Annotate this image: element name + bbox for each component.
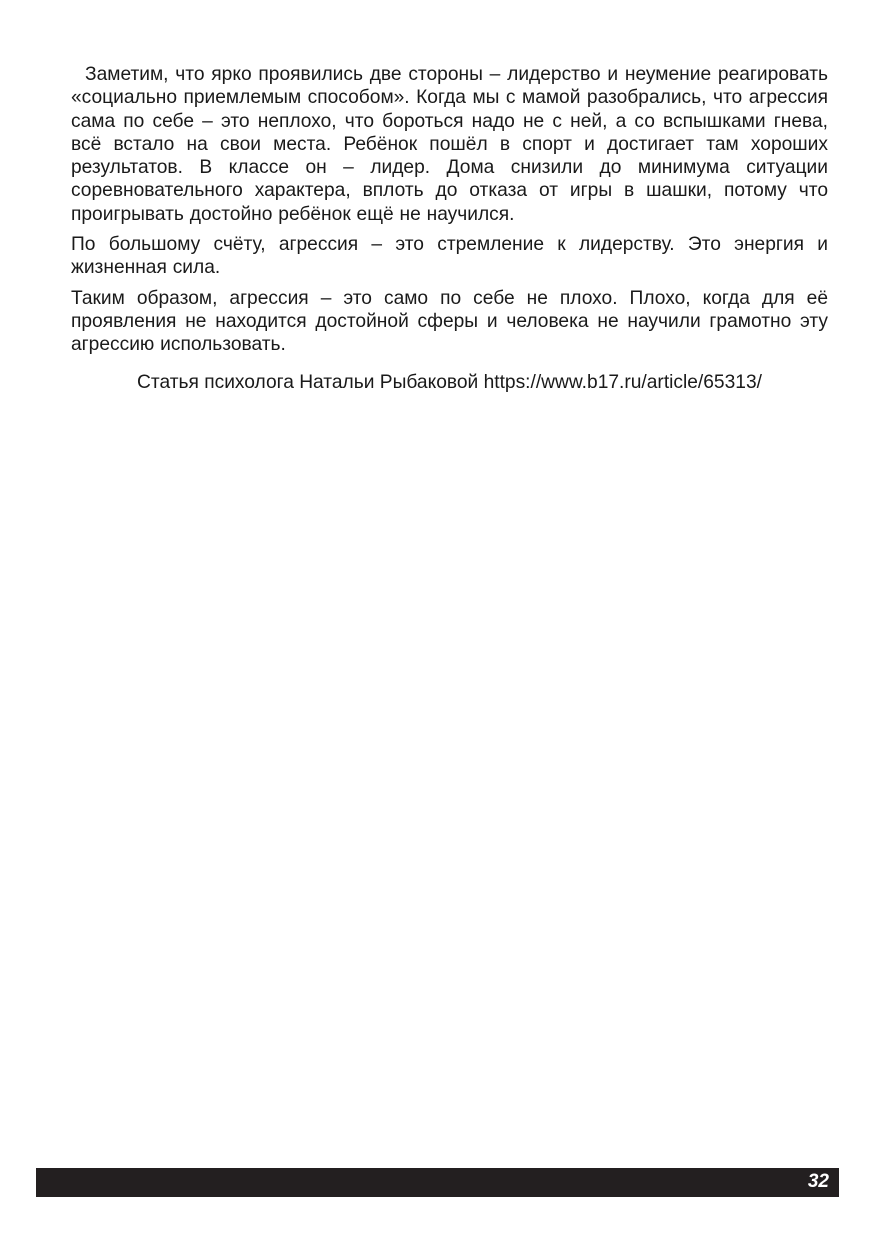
article-body [71,63,828,394]
paragraph-2: По большому счёту, агрессия – это стремление к лидерству. Это энергия и жизненная сила. [71,234,828,279]
paragraph-1: Заметим, что ярко проявились две стороны – лидерство и неумение реагировать «социально приемлемым способом». Когда мы с мамой разобрались, что агрессия сама по себе – это неплохо, что бороться надо не с ней, а со вспышками гнева, всё встало на свои места. Ребёнок пошёл в спорт и достигает там хороших результатов. В классе он – лидер. Дома снизили до минимума ситуации соревновательного характера, вплоть до отказа от игры в шашки, потому что проигрывать достойно ребёнок ещё не научился. [71,64,828,225]
source-citation: Статья психолога Натальи Рыбаковой https://www.b17.ru/article/65313/ [137,371,762,393]
paragraph-3: Таким образом, агрессия – это само по себе не плохо. Плохо, когда для её проявления не находится достойной сферы и человека не научили грамотно эту агрессию использовать. [71,287,828,356]
page-footer-bar [36,1168,839,1197]
page-number: 32 [807,1171,829,1192]
